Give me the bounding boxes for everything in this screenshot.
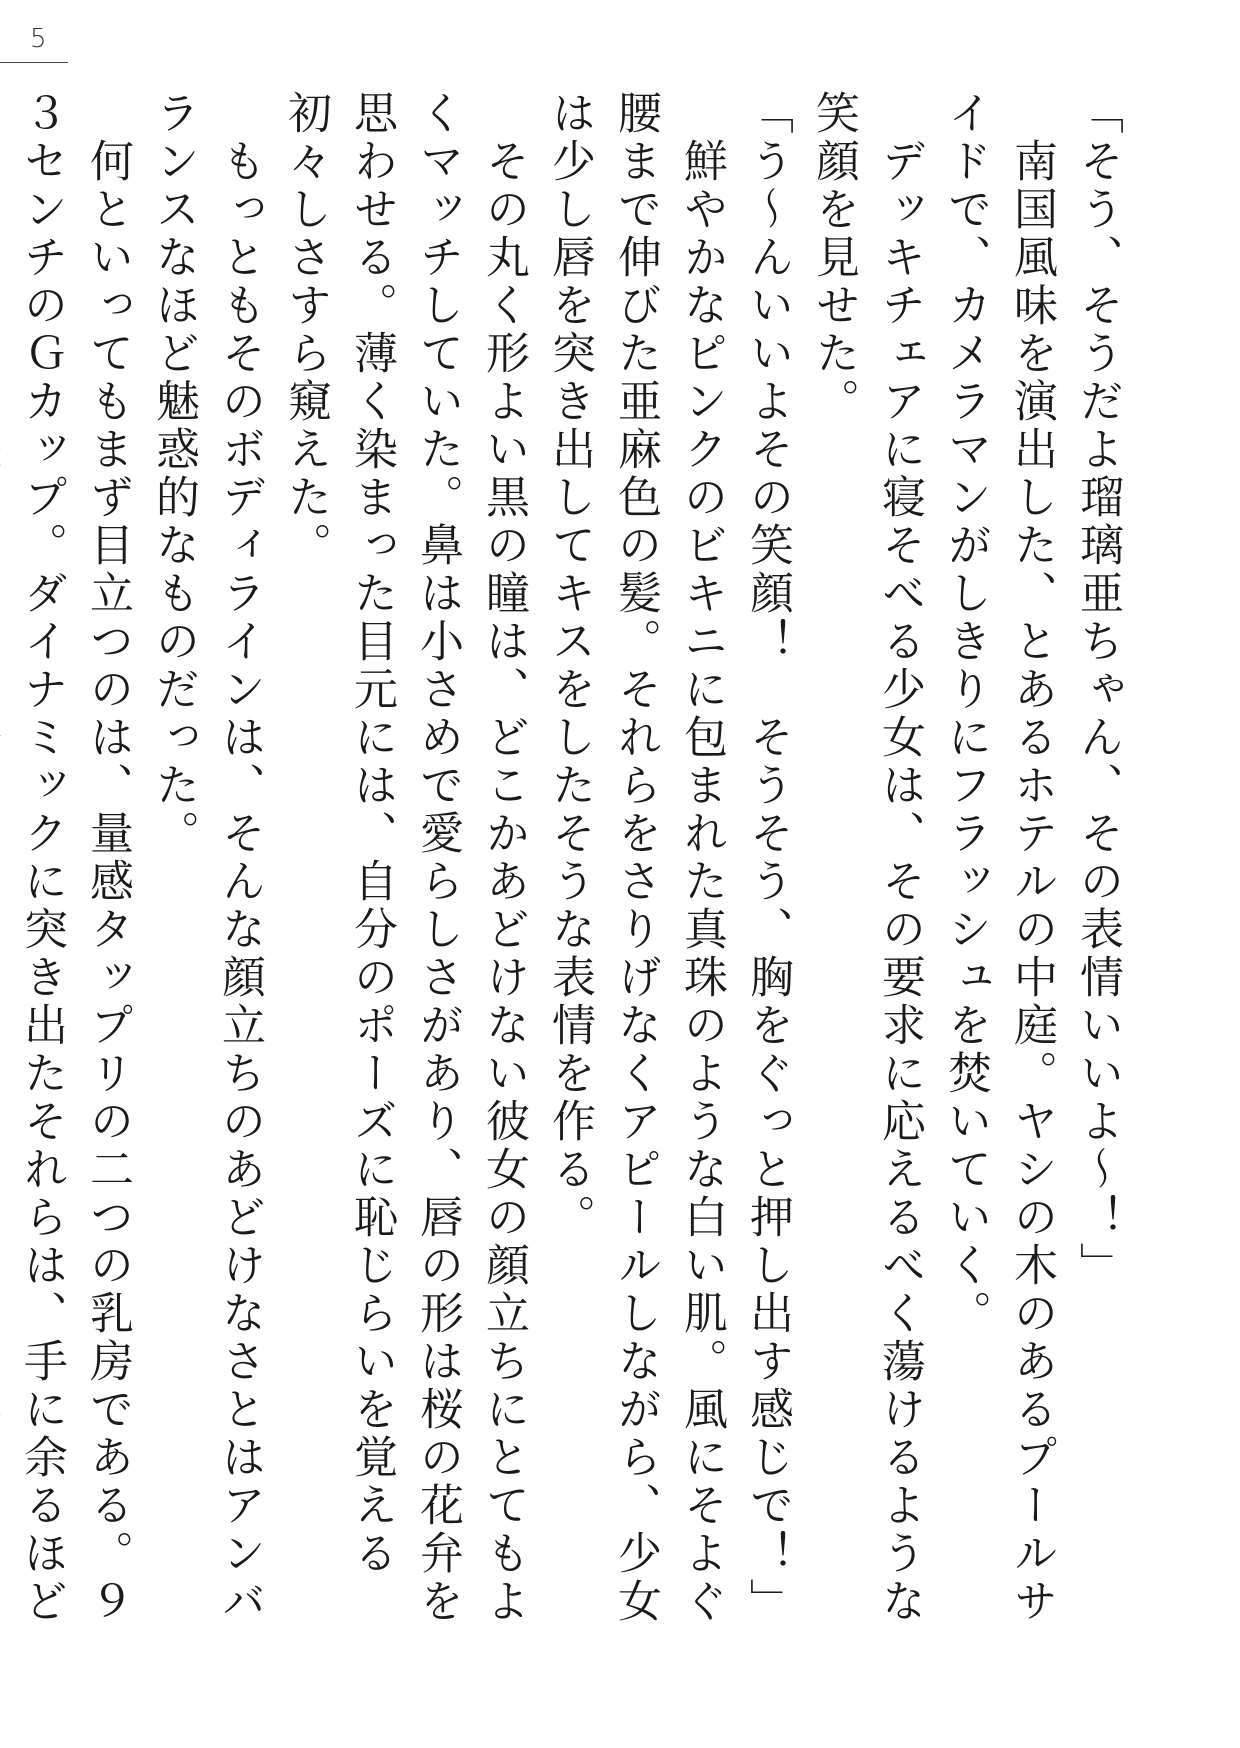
paragraph-6: その丸く形よい黒の瞳は、どこかあどけない彼女の顔立ちにとてもよくマッチしていた。鼻は小さめで愛らしさがあり、唇の形は桜の花弁を思わせる。薄く染まった目元には、自分のポーズに恥じらいを覚える初々しさすら窺えた。 [280, 90, 529, 1626]
paragraph-5: 鮮やかなピンクのビキニに包まれた真珠のような白い肌。風にそよぐ腰まで伸びた亜麻色の髪。それらをさりげなくアピールしながら、少女は少し唇を突き出してキスをしたそうな表情を作る。 [544, 90, 727, 1626]
page-number: 5 [30, 24, 48, 54]
page-number-rule [0, 62, 68, 63]
paragraph-2: 南国風味を演出した、とあるホテルの中庭。ヤシの木のあるプールサイドで、カメラマンがしきりにフラッシュを焚いていく。 [940, 90, 1057, 1626]
paragraph-1: 「そう、そうだよ瑠璃亜ちゃん、その表情いいよ〜！」 [1072, 90, 1123, 1290]
vertical-body-text [16, 90, 1130, 1670]
paragraph-4: 「う〜んいいよその笑顔！ そうそう、胸をぐっと押し出す感じで！」 [742, 90, 793, 1626]
paragraph-8: 何といってもまず目立つのは、量感タップリの二つの乳房である。９３センチのＧカップ。ダイナミックに突き出たそれらは、手に余るほど [16, 90, 133, 1626]
paragraph-3: デッキチェアに寝そべる少女は、その要求に応えるべく蕩けるような笑顔を見せた。 [808, 90, 925, 1626]
paragraph-7: もっともそのボディラインは、そんな顔立ちのあどけなさとはアンバランスなほど魅惑的なものだった。 [148, 90, 265, 1626]
